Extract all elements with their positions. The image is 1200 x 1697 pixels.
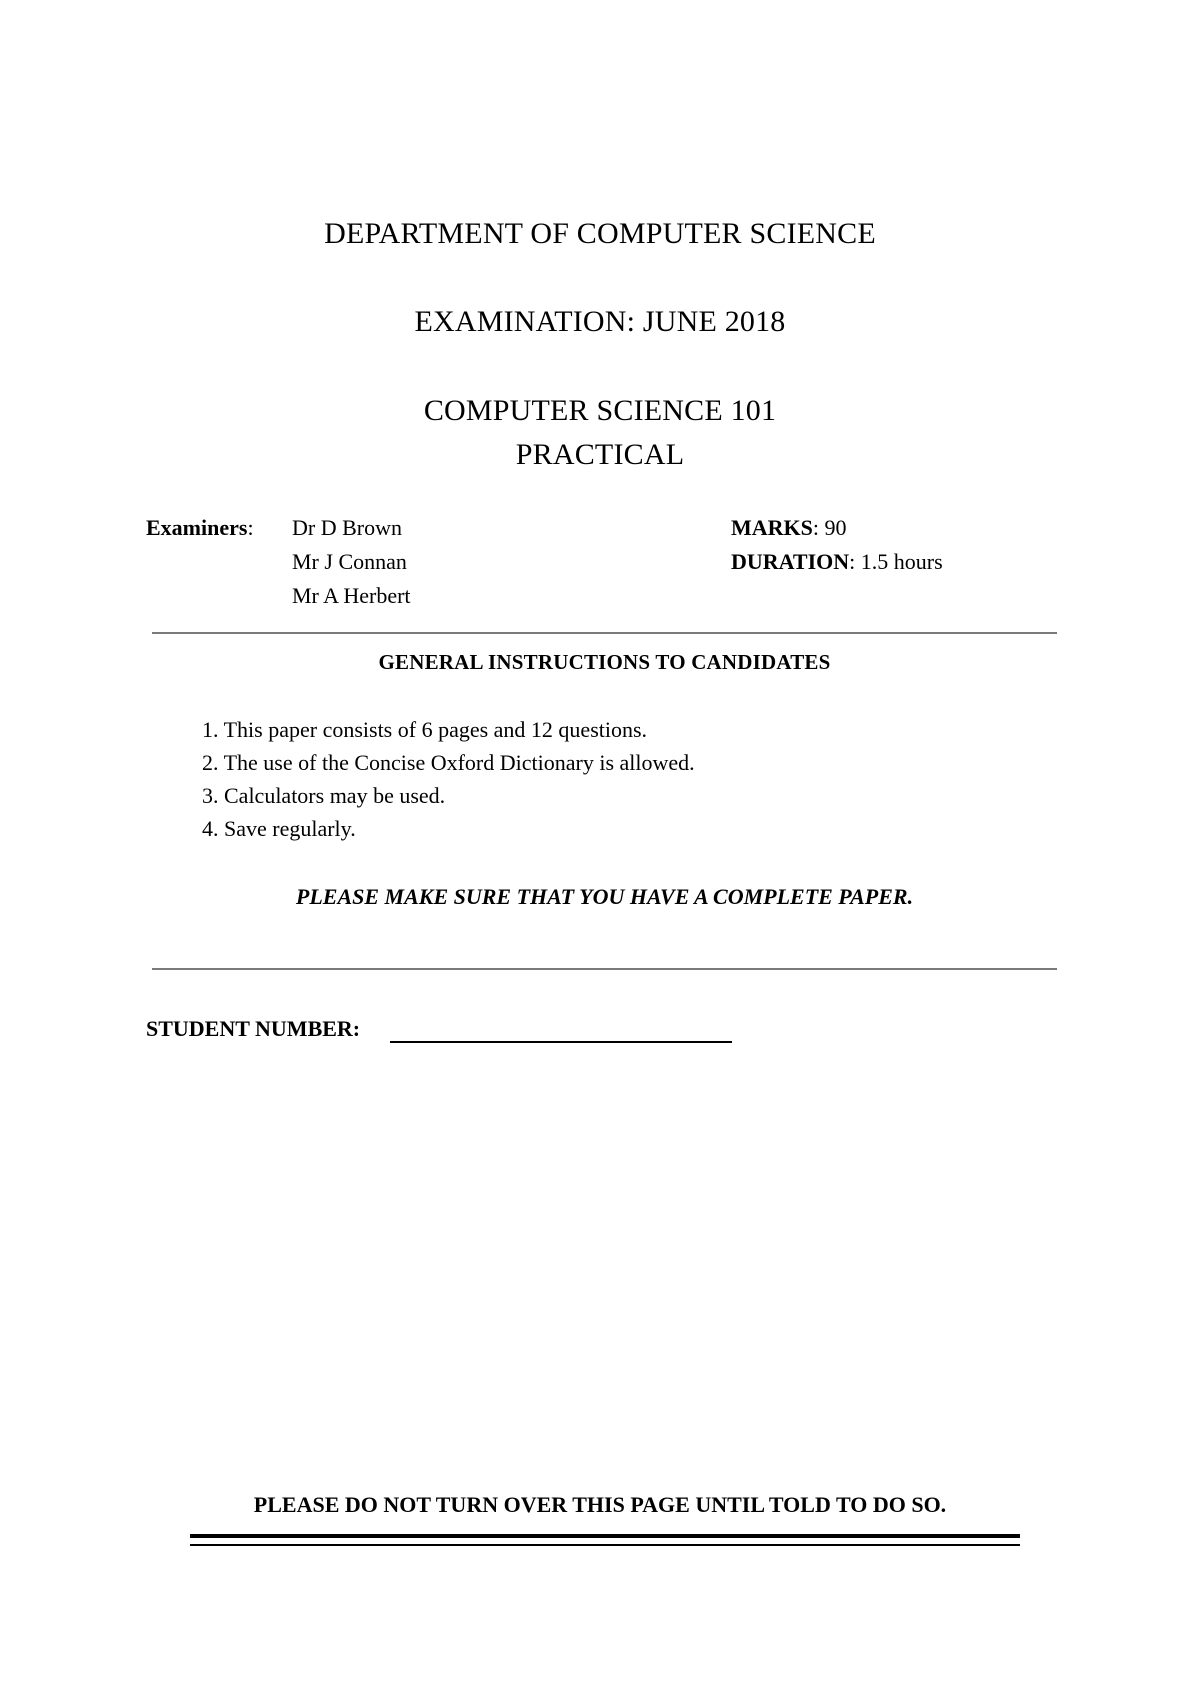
instruction-item: 3. Calculators may be used. [202, 783, 446, 808]
paper-type-heading: PRACTICAL [515, 438, 685, 471]
section-divider [152, 968, 1057, 970]
footer-rule-thin [190, 1544, 1020, 1546]
duration-value: : 1.5 hours [849, 549, 943, 574]
marks-value: : 90 [812, 515, 847, 540]
footer-rule-thick [190, 1534, 1020, 1538]
instruction-item: 2. The use of the Concise Oxford Dictionary is allowed. [202, 750, 695, 775]
instructions-title: GENERAL INSTRUCTIONS TO CANDIDATES [378, 650, 831, 674]
examiner-name: Mr A Herbert [292, 583, 411, 608]
instruction-item: 1. This paper consists of 6 pages and 12 questions. [202, 717, 648, 742]
duration-field [731, 551, 943, 573]
section-divider [152, 632, 1057, 634]
examiners-colon: : [247, 515, 254, 540]
marks-field [731, 517, 847, 539]
examiner-name: Mr J Connan [292, 549, 407, 574]
examination-heading: EXAMINATION: JUNE 2018 [414, 305, 786, 338]
examiner-name: Dr D Brown [292, 515, 402, 540]
student-number-label: STUDENT NUMBER: [146, 1016, 361, 1041]
do-not-turn-notice: PLEASE DO NOT TURN OVER THIS PAGE UNTIL TOLD TO DO SO. [253, 1492, 947, 1517]
department-heading: DEPARTMENT OF COMPUTER SCIENCE [324, 217, 876, 250]
instructions-list [202, 713, 695, 845]
examiners-label: Examiners [146, 515, 248, 540]
examiners-label-group [146, 517, 254, 539]
instruction-item: 4. Save regularly. [202, 816, 356, 841]
complete-paper-warning: PLEASE MAKE SURE THAT YOU HAVE A COMPLETE PAPER. [295, 884, 914, 909]
student-number-field[interactable] [390, 1041, 732, 1043]
duration-label: DURATION [731, 549, 850, 574]
course-heading: COMPUTER SCIENCE 101 [423, 394, 777, 427]
marks-label: MARKS [731, 515, 813, 540]
